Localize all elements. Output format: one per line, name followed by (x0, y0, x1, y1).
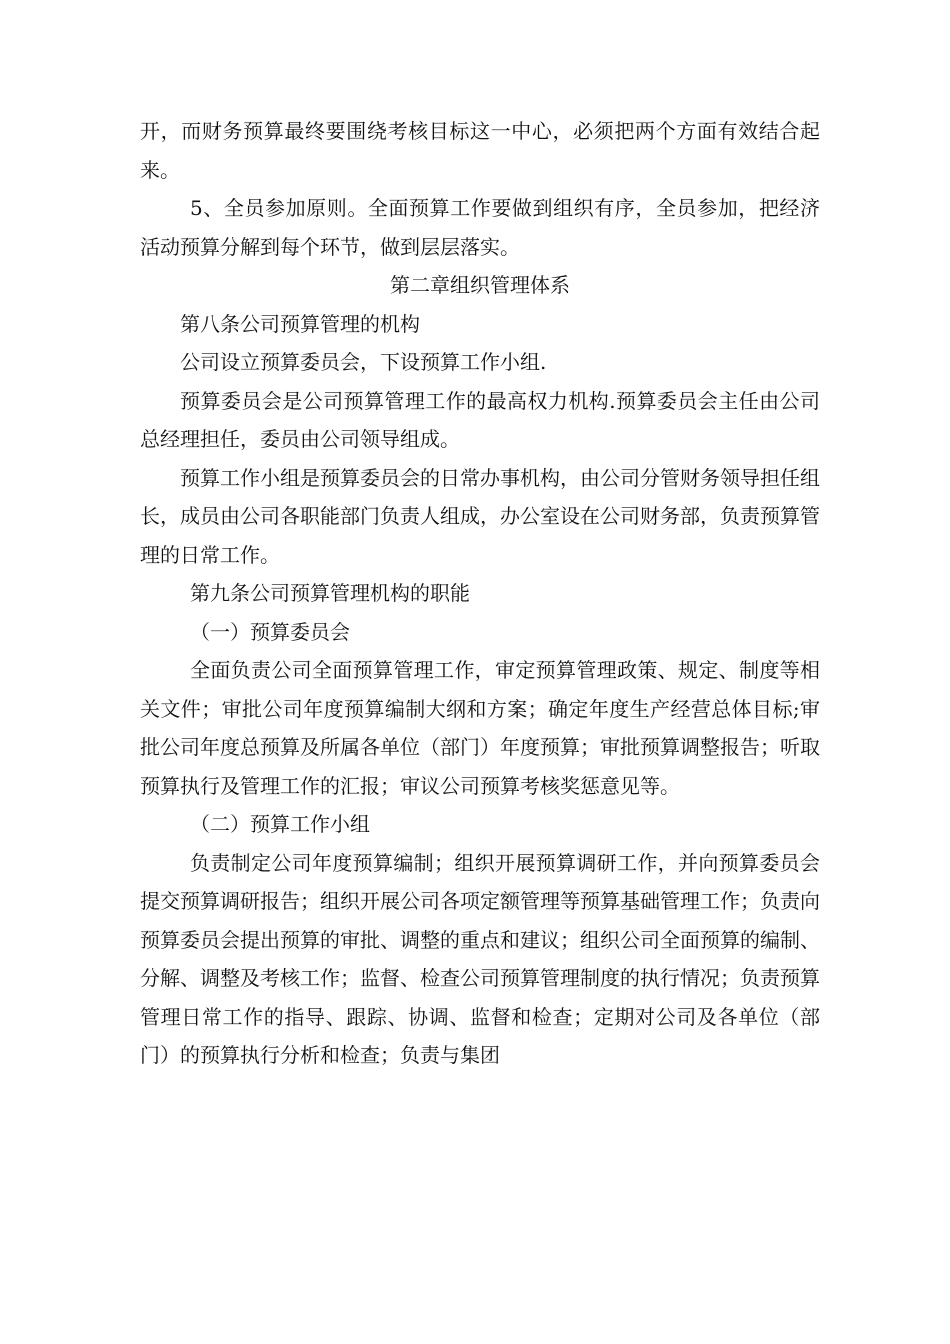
paragraph-principle-5: 5、全员参加原则。全面预算工作要做到组织有序，全员参加，把经济活动预算分解到每个环节，做到层层落实。 (140, 196, 820, 259)
article-9-title: 第九条公司预算管理机构的职能 (190, 581, 470, 605)
paragraph-committee-role: 预算委员会是公司预算管理工作的最高权力机构.预算委员会主任由公司总经理担任，委员由公司领导组成。 (140, 388, 820, 451)
section-2-title: （二）预算工作小组 (190, 812, 370, 836)
paragraph-working-group-duties: 负责制定公司年度预算编制；组织开展预算调研工作，并向预算委员会提交预算调研报告；组织开展公司各项定额管理等预算基础管理工作；负责向预算委员会提出预算的审批、调整的重点和建议；组织公司全面预算的编制、分解、调整及考核工作；监督、检查公司预算管理制度的执行情况；负责预算管理日常工作的指导、跟踪、协调、监督和检查；定期对公司及各单位（部门）的预算执行分析和检查；负责与集团 (140, 850, 820, 1067)
paragraph-committee-duties: 全面负责公司全面预算管理工作，审定预算管理政策、规定、制度等相关文件；审批公司年度预算编制大纲和方案；确定年度生产经营总体目标;审批公司年度总预算及所属各单位（部门）年度预算；审批预算调整报告；听取预算执行及管理工作的汇报；审议公司预算考核奖惩意见等。 (140, 658, 820, 798)
section-1-title: （一）预算委员会 (190, 619, 350, 644)
paragraph-working-group-role: 预算工作小组是预算委员会的日常办事机构，由公司分管财务领导担任组长，成员由公司各职能部门负责人组成，办公室设在公司财务部，负责预算管理的日常工作。 (140, 465, 820, 567)
paragraph-committee-setup: 公司设立预算委员会，下设预算工作小组. (180, 350, 547, 374)
article-8-title: 第八条公司预算管理的机构 (180, 311, 420, 336)
paragraph-continuation: 开，而财务预算最终要围绕考核目标这一中心，必须把两个方面有效结合起来。 (140, 119, 820, 182)
chapter-title: 第二章组织管理体系 (390, 273, 570, 297)
document-body (140, 112, 820, 1075)
